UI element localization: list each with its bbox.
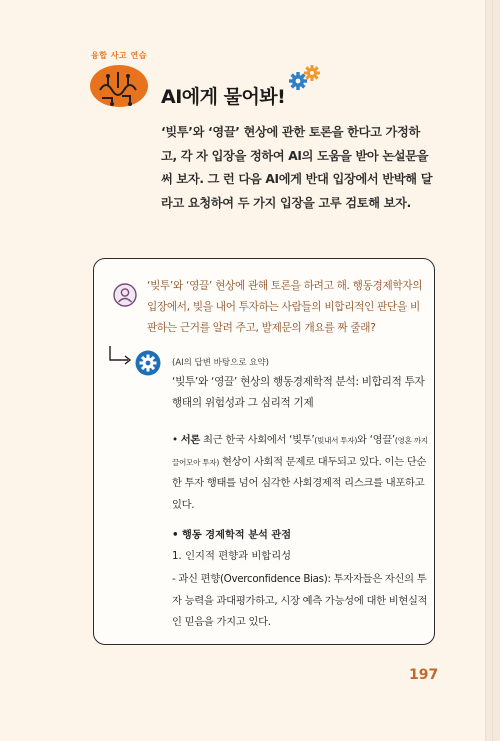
brand-badge [84, 50, 154, 114]
analysis-heading: • 행동 경제학적 분석 관점 [172, 530, 292, 541]
intro-section [172, 430, 430, 516]
page-edge-line [492, 0, 493, 741]
ai-gear-icon [135, 350, 161, 376]
brand-caption: 융합 사고 연습 [91, 51, 147, 60]
section-small-2: (영혼 까지 끌어모아 투자) [172, 436, 428, 467]
page-number: 197 [409, 667, 439, 683]
gears-icon [286, 64, 324, 92]
bullet: • [172, 434, 178, 446]
section-text-3: 현상이 사회적 문제로 대두되고 있다. 이는 단순한 투자 행태를 넘어 심각한 사회경제적 리스크를 내포하고 있다. [172, 455, 427, 511]
user-icon [113, 283, 137, 307]
brain-icon [88, 62, 150, 112]
page-title: AI에게 물어봐! [161, 86, 286, 108]
section-label: 서론 [180, 434, 201, 446]
analysis-subheading: 1. 인지적 편향과 비합리성 [172, 550, 292, 562]
user-prompt: ‘빚투’와 ‘영끌’ 현상에 관해 토론을 하려고 해. 행동경제학자의 입장에서, 빚을 내어 투자하는 사람들의 비합리적인 판단을 비판하는 근거를 알려 주고, 발제문의 개요를 짜 줄래? [147, 280, 423, 334]
answer-note: (AI의 답변 바탕으로 요약) [172, 358, 269, 368]
section-text-1: 최근 한국 사회에서 ‘빚투’ [203, 434, 315, 446]
section-text-2: 와 ‘영끌’ [357, 434, 395, 446]
answer-title: ‘빚투’와 ‘영끌’ 현상의 행동경제학적 분석: 비합리적 투자 행태의 위험성과 그 심리적 기제 [172, 376, 425, 409]
arrow-icon [108, 346, 134, 366]
section-small-1: (빚내서 투자) [314, 436, 358, 445]
analysis-body: - 과신 편향(Overconfidence Bias): 투자자들은 자신의 투자 능력을 과대평가하고, 시장 예측 가능성에 대한 비현실적인 믿음을 가지고 있다. [172, 573, 428, 628]
intro-text: ‘빚투’와 ‘영끌’ 현상에 관한 토론을 한다고 가정하고, 각 자 입장을 정하여 AI의 도움을 받아 논설문을 써 보자. 그 런 다음 AI에게 반대 입장에서 반박해 달라고 요청하여 두 가지 입장을 고루 검토해 보자. [161, 125, 433, 210]
